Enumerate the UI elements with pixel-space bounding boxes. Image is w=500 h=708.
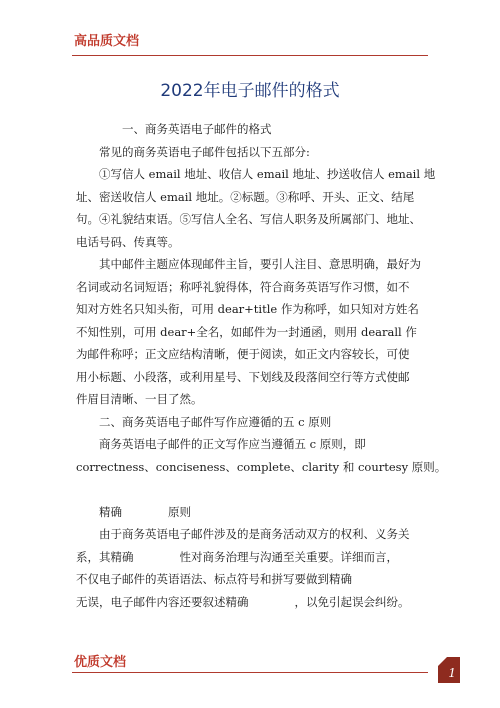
body-line: 为邮件称呼；正文应结构清晰，便于阅读，如正文内容较长，可使 — [76, 347, 410, 361]
body-line: 由于商务英语电子邮件涉及的是商务活动双方的权利、义务关 — [99, 527, 410, 541]
page-number: 1 — [448, 666, 456, 680]
document-title: 2022年电子邮件的格式 — [160, 81, 340, 101]
body-line: 不仅电子邮件的英语语法、标点符号和拼写要做到精确 — [76, 572, 352, 586]
body-line: 址、密送收信人 email 地址。②标题。③称呼、开头、正文、结尾 — [76, 189, 415, 204]
body-line: 商务英语电子邮件的正文写作应当遵循五 c 原则，即 — [99, 437, 366, 451]
body-line: 不知性别，可用 dear+全名，如邮件为一封通函，则用 dearall 作 — [76, 324, 417, 339]
body-line: ①写信人 email 地址、收信人 email 地址、抄送收信人 email 地 — [99, 167, 436, 181]
body-line: 名词或动名词短语；称呼礼貌得体，符合商务英语写作习惯，如不 — [76, 279, 410, 294]
body-line: 系，其精确 性对商务治理与沟通至关重要。详细而言， — [76, 549, 398, 564]
body-line: 知对方姓名只知头衔，可用 dear+title 作为称呼，如只知对方姓名 — [76, 302, 419, 316]
body-line: 句。④礼貌结束语。⑤写信人全名、写信人职务及所属部门、地址、 — [76, 212, 421, 226]
body-line: correctness、conciseness、complete、clarity 和 courtesy 原则。 — [76, 459, 447, 474]
body-line: 常见的商务英语电子邮件包括以下五部分: — [99, 144, 310, 159]
body-line: 件眉目清晰、一目了然。 — [76, 392, 203, 406]
body-line: 二、商务英语电子邮件写作应遵循的五 c 原则 — [99, 414, 332, 429]
footer-label: 优质文档 — [74, 655, 127, 670]
header-label: 高品质文档 — [74, 34, 140, 49]
header-rule — [72, 55, 428, 56]
footer-rule — [72, 672, 428, 673]
page-number-badge — [438, 657, 460, 683]
document-body — [76, 118, 447, 613]
body-line — [76, 478, 432, 501]
body-line: 一、商务英语电子邮件的格式 — [122, 122, 272, 136]
body-line: 无误，电子邮件内容还要叙述精确 ，以免引起误会纠纷。 — [76, 594, 410, 609]
body-line: 精确 原则 — [99, 504, 191, 519]
body-line: 电话号码、传真等。 — [76, 234, 180, 249]
body-line: 其中邮件主题应体现邮件主旨，要引人注目、意思明确，最好为 — [99, 257, 421, 271]
body-line: 用小标题、小段落，或利用星号、下划线及段落间空行等方式使邮 — [76, 369, 410, 384]
